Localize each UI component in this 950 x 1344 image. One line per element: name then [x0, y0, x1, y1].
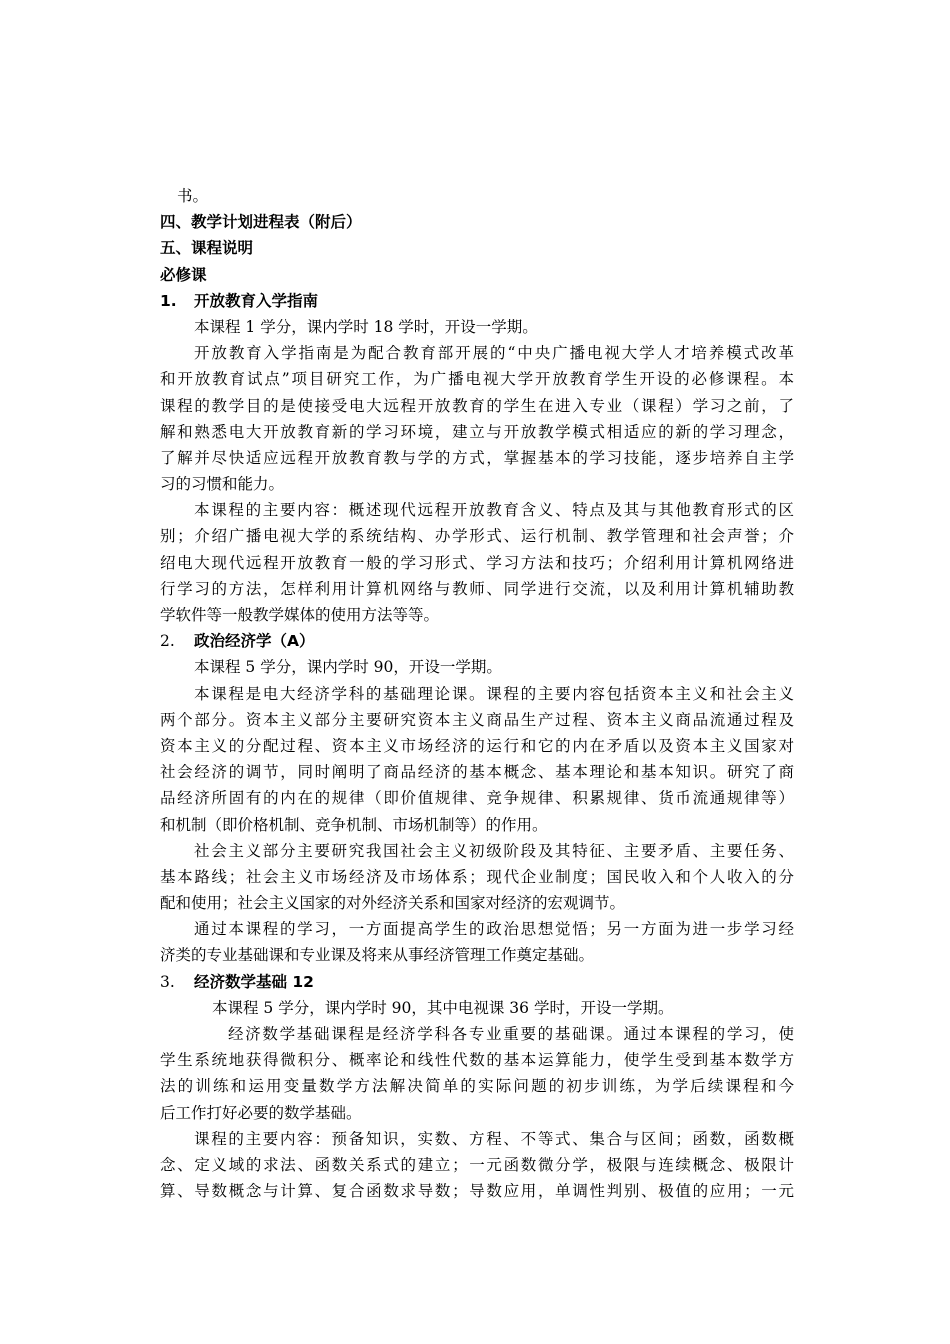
text-line: 学生系统地获得微积分、概率论和线性代数的基本运算能力，使学生受到基本数学方 — [160, 1051, 794, 1070]
course-2-heading — [160, 628, 794, 654]
course-1-paragraph-2 — [160, 497, 794, 628]
course-title: 政治经济学（A） — [194, 632, 315, 651]
course-3-heading — [160, 969, 794, 995]
text-line: 后工作打好必要的数学基础。 — [160, 1103, 362, 1122]
text-line: 法的训练和运用变量数学方法解决简单的实际问题的初步训练，为学后续课程和今 — [160, 1077, 794, 1096]
text-line: 学软件等一般教学媒体的使用方法等等。 — [160, 606, 440, 624]
text-line: 本课程是电大经济学科的基础理论课。课程的主要内容包括资本主义和社会主义 — [194, 684, 794, 703]
section-4-title: 四、教学计划进程表（附后） — [160, 213, 362, 232]
course-3-paragraph-2 — [160, 1126, 794, 1205]
section-5-title: 五、课程说明 — [160, 239, 254, 258]
course-3-paragraph-1 — [160, 1021, 794, 1126]
text-line: 习的习惯和能力。 — [160, 475, 285, 494]
course-1-paragraph-1 — [160, 340, 794, 497]
text-line: 开放教育入学指南是为配合教育部开展的“中央广播电视大学人才培养模式改革 — [194, 344, 794, 363]
text-line: 经济数学基础课程是经济学科各专业重要的基础课。通过本课程的学习，使 — [228, 1025, 794, 1043]
intro-fragment: 书。 — [177, 187, 209, 205]
course-3-meta: 本课程 5 学分，课内学时 90，其中电视课 36 学时，开设一学期。 — [212, 998, 674, 1017]
course-2-paragraph-1 — [160, 681, 794, 838]
course-2-meta: 本课程 5 学分，课内学时 90，开设一学期。 — [194, 658, 502, 677]
text-line: 通过本课程的学习，一方面提高学生的政治思想觉悟；另一方面为进一步学习经 — [194, 920, 794, 939]
text-line: 绍电大现代远程开放教育一般的学习形式、学习方法和技巧；介绍利用计算机网络进 — [160, 553, 794, 572]
text-line: 社会经济的调节，同时阐明了商品经济的基本概念、基本理论和基本知识。研究了商 — [160, 763, 794, 782]
text-line: 品经济所固有的内在的规律（即价值规律、竞争规律、积累规律、货币流通规律等） — [160, 789, 794, 808]
text-line: 行学习的方法，怎样利用计算机网络与教师、同学进行交流，以及利用计算机辅助教 — [160, 579, 794, 598]
text-line: 资本主义的分配过程、资本主义市场经济的运行和它的内在矛盾以及资本主义国家对 — [160, 736, 794, 755]
course-2-paragraph-3 — [160, 916, 794, 968]
text-line: 和开放教育试点”项目研究工作，为广播电视大学开放教育学生开设的必修课程。本 — [160, 370, 794, 389]
text-line: 配和使用；社会主义国家的对外经济关系和国家对经济的宏观调节。 — [160, 894, 626, 913]
text-line: 两个部分。资本主义部分主要研究资本主义商品生产过程、资本主义商品流通过程及 — [160, 710, 794, 729]
text-line: 解和熟悉电大开放教育新的学习环境，建立与开放教学模式相适应的新的学习理念， — [160, 422, 794, 441]
required-courses-title: 必修课 — [160, 265, 207, 284]
course-1-heading — [160, 288, 794, 314]
text-line: 念、定义域的求法、函数关系式的建立；一元函数微分学，极限与连续概念、极限计 — [160, 1155, 794, 1174]
course-title: 经济数学基础 12 — [194, 972, 314, 991]
text-line: 别；介绍广播电视大学的系统结构、办学形式、运行机制、教学管理和社会声誉；介 — [160, 527, 794, 546]
text-line: 课程的主要内容：预备知识，实数、方程、不等式、集合与区间；函数，函数概 — [194, 1129, 794, 1148]
text-line: 社会主义部分主要研究我国社会主义初级阶段及其特征、主要矛盾、主要任务、 — [194, 841, 794, 860]
text-line: 济类的专业基础课和专业课及将来从事经济管理工作奠定基础。 — [160, 946, 595, 965]
course-number: 2. — [160, 632, 175, 651]
course-title: 开放教育入学指南 — [194, 291, 319, 310]
text-line: 课程的教学目的是使接受电大远程开放教育的学生在进入专业（课程）学习之前，了 — [160, 396, 794, 415]
course-1-meta: 本课程 1 学分，课内学时 18 学时，开设一学期。 — [194, 317, 538, 336]
document-page — [160, 183, 794, 1204]
text-line: 本课程的主要内容：概述现代远程开放教育含义、特点及其与其他教育形式的区 — [194, 501, 794, 520]
text-line: 和机制（即价格机制、竞争机制、市场机制等）的作用。 — [160, 815, 548, 834]
text-line: 基本路线；社会主义市场经济及市场体系；现代企业制度；国民收入和个人收入的分 — [160, 867, 794, 886]
course-2-paragraph-2 — [160, 838, 794, 917]
text-line: 了解并尽快适应远程开放教育教与学的方式，掌握基本的学习技能，逐步培养自主学 — [160, 448, 794, 467]
course-number: 1. — [160, 291, 177, 310]
course-number: 3. — [160, 972, 175, 991]
text-line: 算、导数概念与计算、复合函数求导数；导数应用，单调性判别、极值的应用；一元 — [160, 1182, 794, 1201]
